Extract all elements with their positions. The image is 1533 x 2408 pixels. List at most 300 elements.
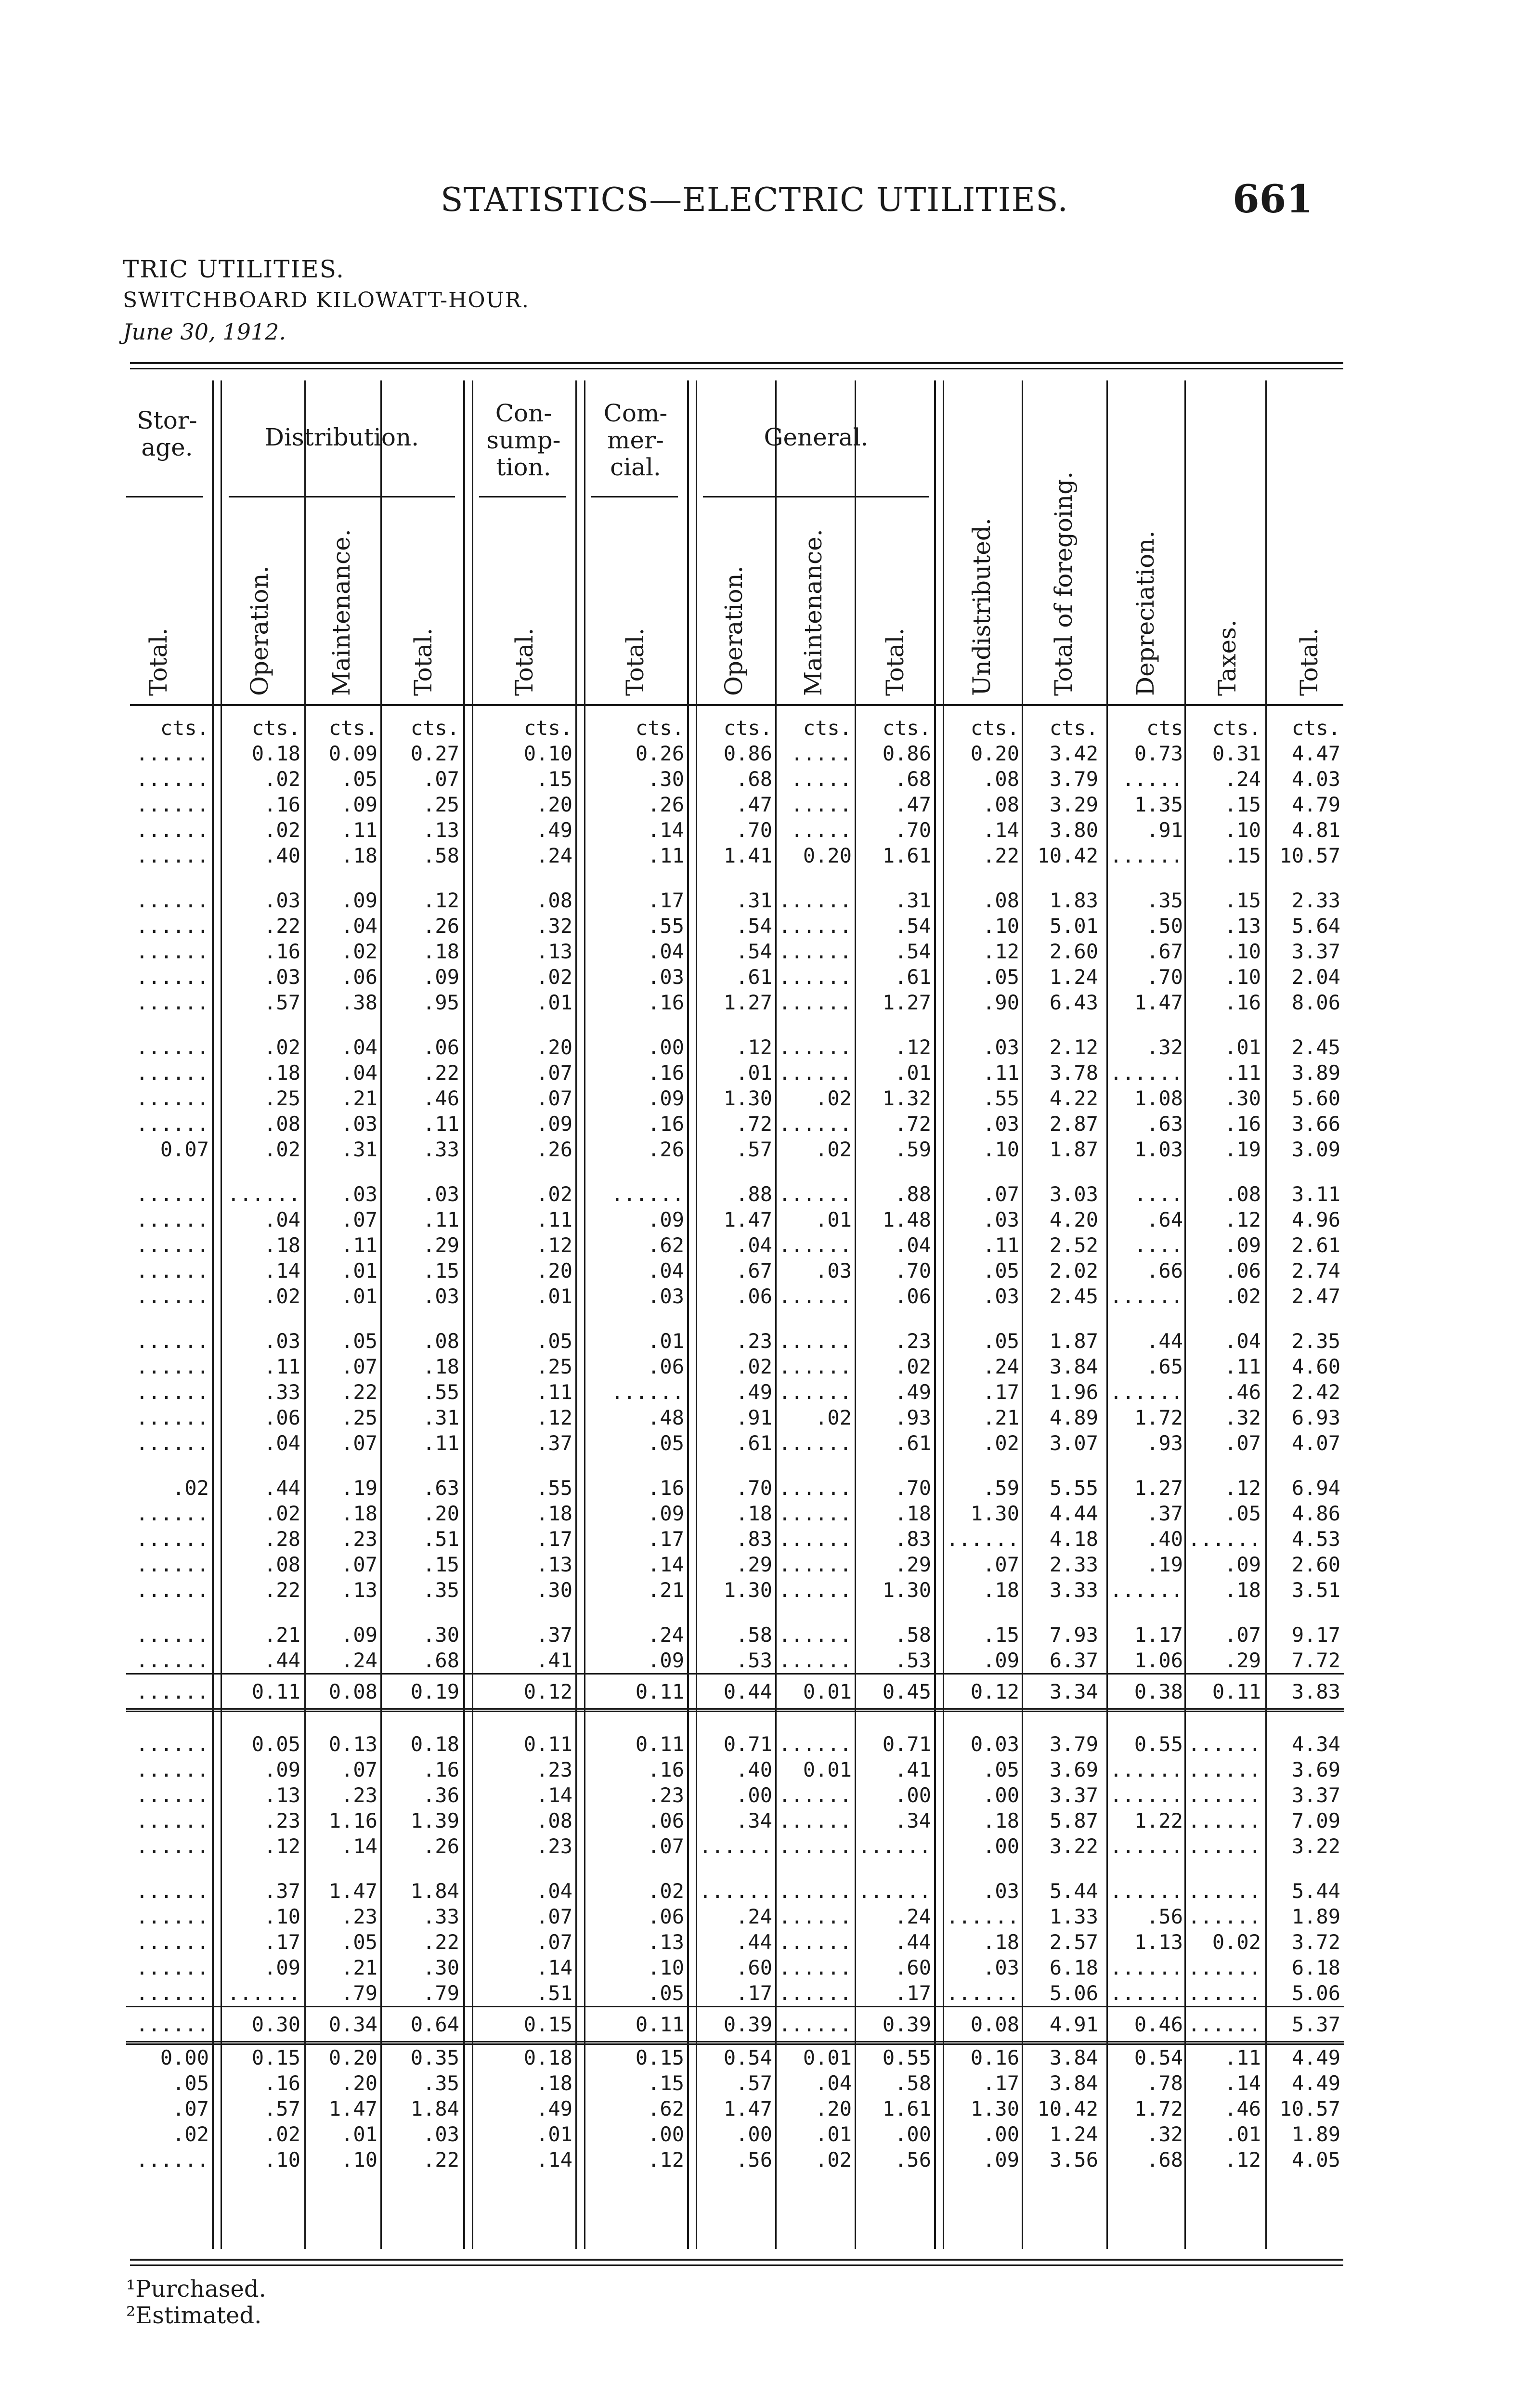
- table-cell: .32: [536, 914, 572, 938]
- table-cell: .26: [648, 1138, 684, 1161]
- group-rule: [229, 496, 455, 497]
- table-cell: .05: [341, 1930, 377, 1954]
- table-cell: .02: [264, 767, 300, 791]
- table-cell: ......: [136, 767, 209, 791]
- table-cell: ......: [779, 1783, 852, 1807]
- table-cell: .65: [1146, 1355, 1183, 1378]
- table-cell: .37: [1146, 1502, 1183, 1525]
- table-cell: .10: [1224, 965, 1261, 989]
- table-cell: .58: [736, 1623, 772, 1647]
- table-cell: 0.30: [213, 2007, 304, 2043]
- table-heading-line3: June 30, 1912.: [123, 319, 286, 345]
- table-cell: .12: [895, 1035, 931, 1059]
- table-cell: 1.03: [1134, 1138, 1183, 1161]
- col-header-commercial-total: Total.: [621, 628, 649, 696]
- table-cell: .02: [815, 2148, 852, 2172]
- table-cell: ......: [779, 889, 852, 912]
- group-rule: [479, 496, 566, 497]
- table-cell: ......: [136, 1578, 209, 1602]
- table-cell: ......: [136, 1406, 209, 1429]
- table-cell: .18: [264, 1233, 300, 1257]
- table-cell: ......: [699, 1834, 772, 1858]
- col-header-general-maintenance: Maintenance.: [799, 529, 827, 696]
- table-cell: .61: [736, 1431, 772, 1455]
- table-cell: .32: [1146, 1035, 1183, 1059]
- table-cell: .08: [983, 767, 1019, 791]
- table-cell: .03: [423, 1182, 459, 1206]
- table-cell: .21: [341, 1956, 377, 1979]
- group-rule: [126, 496, 203, 497]
- table-cell: .13: [423, 818, 459, 842]
- unit-cell: cts.: [970, 716, 1019, 740]
- table-cell: 1.24: [1049, 965, 1098, 989]
- table-cell: .03: [983, 1208, 1019, 1231]
- table-cell: .03: [815, 1259, 852, 1283]
- spacer-row: [126, 1162, 1344, 1181]
- table-cell: 3.33: [1049, 1578, 1098, 1602]
- table-cell: .01: [895, 1061, 931, 1085]
- table-cell: ......: [779, 1930, 852, 1954]
- table-cell: 0.12: [463, 1674, 576, 1711]
- table-cell: .44: [895, 1930, 931, 1954]
- table-cell: .09: [648, 1086, 684, 1110]
- table-cell: 4.03: [1291, 767, 1340, 791]
- table-row: [126, 1622, 1344, 1648]
- table-row: [126, 843, 1344, 868]
- table-cell: 0.00: [160, 2046, 209, 2069]
- table-cell: 5.44: [1291, 1879, 1340, 1903]
- table-cell: 0.38: [1102, 1674, 1187, 1711]
- table-cell: ......: [136, 1182, 209, 1206]
- col-header-distribution-maintenance: Maintenance.: [327, 529, 355, 696]
- table-cell: .11: [648, 844, 684, 867]
- table-cell: .03: [983, 1112, 1019, 1136]
- table-cell: ......: [136, 1732, 209, 1756]
- table-cell: .01: [1224, 1035, 1261, 1059]
- table-cell: 0.26: [635, 742, 684, 765]
- table-cell: .35: [423, 1578, 459, 1602]
- spacer-cell: [126, 1603, 1344, 1622]
- table-cell: .06: [648, 1355, 684, 1378]
- table-cell: .91: [736, 1406, 772, 1429]
- table-cell: .06: [648, 1905, 684, 1928]
- table-cell: .79: [341, 1981, 377, 2005]
- table-cell: ......: [611, 1182, 684, 1206]
- table-cell: .00: [983, 1834, 1019, 1858]
- table-cell: 10.57: [1279, 2097, 1340, 2120]
- table-cell: 3.37: [1049, 1783, 1098, 1807]
- table-cell: .25: [341, 1406, 377, 1429]
- table-cell: .66: [1146, 1259, 1183, 1283]
- table-cell: 0.54: [1134, 2046, 1183, 2069]
- table-cell: .58: [895, 1623, 931, 1647]
- table-cell: .26: [536, 1138, 572, 1161]
- table-cell: .13: [264, 1783, 300, 1807]
- table-cell: .24: [341, 1649, 377, 1672]
- table-cell: 0.12: [935, 1674, 1023, 1711]
- table-cell: .14: [648, 1553, 684, 1576]
- table-cell: .30: [423, 1956, 459, 1979]
- header-bottom-rule: [130, 704, 1343, 706]
- table-cell: .15: [983, 1623, 1019, 1647]
- table-cell: ......: [136, 1431, 209, 1455]
- table-heading-line1: TRIC UTILITIES.: [123, 255, 345, 283]
- footnote-estimated: ²Estimated.: [126, 2302, 262, 2329]
- table-row: [126, 2096, 1344, 2121]
- table-cell: 0.05: [251, 1732, 300, 1756]
- table-cell: .22: [264, 1578, 300, 1602]
- table-cell: 6.37: [1049, 1649, 1098, 1672]
- table-cell: .24: [536, 844, 572, 867]
- table-cell: .21: [341, 1086, 377, 1110]
- table-cell: ......: [227, 1981, 300, 2005]
- table-cell: .91: [1146, 818, 1183, 842]
- table-cell: ......: [136, 1879, 209, 1903]
- table-cell: .95: [423, 991, 459, 1014]
- table-cell: 2.61: [1291, 1233, 1340, 1257]
- table-cell: .07: [423, 767, 459, 791]
- table-cell: 1.41: [723, 844, 772, 867]
- table-cell: 5.01: [1049, 914, 1098, 938]
- table-cell: 4.96: [1291, 1208, 1340, 1231]
- table-cell: .11: [423, 1112, 459, 1136]
- unit-cell: cts.: [635, 716, 684, 740]
- table-cell: .29: [1224, 1649, 1261, 1672]
- table-cell: ......: [779, 1834, 852, 1858]
- table-cell: ......: [136, 793, 209, 816]
- table-cell: .11: [423, 1431, 459, 1455]
- table-cell: .20: [536, 1035, 572, 1059]
- table-cell: .11: [1224, 1355, 1261, 1378]
- table-cell: 1.83: [1049, 889, 1098, 912]
- table-cell: ......: [779, 914, 852, 938]
- table-cell: .49: [536, 2097, 572, 2120]
- table-cell: .14: [341, 1834, 377, 1858]
- table-cell: ......: [1187, 2007, 1265, 2043]
- table-cell: .37: [536, 1623, 572, 1647]
- spacer-cell: [126, 1309, 1344, 1328]
- table-cell: .12: [536, 1406, 572, 1429]
- table-cell: .68: [895, 767, 931, 791]
- table-cell: 5.37: [1265, 2007, 1344, 2043]
- table-cell: 3.89: [1291, 1061, 1340, 1085]
- table-cell: .02: [264, 1502, 300, 1525]
- table-cell: .57: [264, 2097, 300, 2120]
- table-cell: 2.42: [1291, 1380, 1340, 1404]
- table-cell: .08: [983, 889, 1019, 912]
- table-cell: .48: [648, 1406, 684, 1429]
- table-cell: 3.66: [1291, 1112, 1340, 1136]
- table-cell: 2.12: [1049, 1035, 1098, 1059]
- table-cell: 3.84: [1049, 1355, 1098, 1378]
- table-cell: 10.57: [1279, 844, 1340, 867]
- table-cell: ......: [779, 1284, 852, 1308]
- unit-cell: cts: [1146, 716, 1183, 740]
- table-cell: 2.57: [1049, 1930, 1098, 1954]
- spacer-row: [126, 868, 1344, 888]
- table-cell: .20: [815, 2097, 852, 2120]
- table-cell: .40: [264, 844, 300, 867]
- table-cell: .01: [536, 2122, 572, 2146]
- table-cell: 2.45: [1291, 1035, 1340, 1059]
- table-cell: .01: [536, 991, 572, 1014]
- table-cell: ......: [1188, 1809, 1261, 1832]
- table-cell: .31: [423, 1406, 459, 1429]
- table-cell: ......: [136, 1502, 209, 1525]
- table-cell: .11: [341, 1233, 377, 1257]
- col-header-taxes: Taxes.: [1213, 619, 1241, 696]
- table-cell: .07: [1224, 1431, 1261, 1455]
- table-cell: .61: [895, 1431, 931, 1455]
- table-cell: 1.27: [723, 991, 772, 1014]
- table-cell: .23: [264, 1809, 300, 1832]
- col-header-undistributed: Undistributed.: [968, 518, 996, 696]
- table-cell: .23: [536, 1758, 572, 1781]
- table-cell: .19: [1146, 1553, 1183, 1576]
- table-cell: .17: [736, 1981, 772, 2005]
- table-cell: 7.72: [1291, 1649, 1340, 1672]
- table-cell: 0.08: [935, 2007, 1023, 2043]
- table-row: [126, 766, 1344, 792]
- table-cell: 0.35: [410, 2046, 459, 2069]
- table-cell: .55: [648, 914, 684, 938]
- table-cell: ......: [779, 1431, 852, 1455]
- table-cell: ......: [779, 1578, 852, 1602]
- table-cell: ......: [136, 2148, 209, 2172]
- table-cell: .04: [341, 1061, 377, 1085]
- table-cell: .62: [648, 1233, 684, 1257]
- table-cell: 0.01: [776, 1674, 856, 1711]
- table-cell: .22: [264, 914, 300, 938]
- table-cell: .01: [815, 1208, 852, 1231]
- table-cell: .02: [815, 1406, 852, 1429]
- table-cell: .18: [423, 940, 459, 963]
- unit-cell: cts.: [160, 716, 209, 740]
- spacer-cell: [126, 1015, 1344, 1034]
- table-cell: 9.17: [1291, 1623, 1340, 1647]
- table-cell: .90: [983, 991, 1019, 1014]
- table-cell: ......: [136, 1061, 209, 1085]
- table-cell: 0.86: [723, 742, 772, 765]
- table-cell: .12: [423, 889, 459, 912]
- table-cell: .46: [1224, 2097, 1261, 2120]
- table-cell: .09: [264, 1758, 300, 1781]
- table-cell: ......: [779, 1649, 852, 1672]
- table-cell: ......: [136, 1355, 209, 1378]
- table-cell: 1.39: [410, 1809, 459, 1832]
- table-cell: ......: [136, 1623, 209, 1647]
- table-cell: .53: [895, 1649, 931, 1672]
- table-cell: .07: [983, 1182, 1019, 1206]
- table-cell: 4.49: [1291, 2046, 1340, 2069]
- table-cell: .46: [1224, 1380, 1261, 1404]
- table-cell: .18: [736, 1502, 772, 1525]
- table-cell: 1.27: [1134, 1476, 1183, 1500]
- table-cell: .31: [341, 1138, 377, 1161]
- table-cell: .79: [423, 1981, 459, 2005]
- spacer-row: [126, 1015, 1344, 1034]
- table-cell: ......: [611, 1380, 684, 1404]
- table-cell: 4.91: [1023, 2007, 1102, 2043]
- table-cell: 0.39: [688, 2007, 776, 2043]
- table-cell: .46: [423, 1086, 459, 1110]
- table-cell: .68: [736, 767, 772, 791]
- table-cell: ......: [946, 1905, 1019, 1928]
- table-cell: 1.22: [1134, 1809, 1183, 1832]
- table-cell: .49: [895, 1380, 931, 1404]
- table-cell: ......: [136, 889, 209, 912]
- table-cell: ......: [1110, 1284, 1183, 1308]
- table-cell: .33: [264, 1380, 300, 1404]
- table-cell: ......: [779, 1981, 852, 2005]
- table-cell: 1.30: [882, 1578, 931, 1602]
- bottom-rule-2: [130, 2264, 1343, 2266]
- table-cell: 0.01: [803, 2046, 852, 2069]
- table-cell: .55: [983, 1086, 1019, 1110]
- table-cell: .02: [341, 940, 377, 963]
- table-cell: ......: [1110, 1578, 1183, 1602]
- subtotal-row: [126, 1674, 1344, 1711]
- table-cell: 4.79: [1291, 793, 1340, 816]
- table-cell: ......: [779, 1809, 852, 1832]
- table-cell: ......: [779, 1233, 852, 1257]
- table-cell: .40: [1146, 1527, 1183, 1551]
- table-cell: .07: [341, 1355, 377, 1378]
- table-cell: ......: [779, 1035, 852, 1059]
- table-cell: .09: [648, 1208, 684, 1231]
- table-cell: 1.47: [328, 2097, 377, 2120]
- table-cell: .09: [648, 1649, 684, 1672]
- table-cell: .16: [648, 1061, 684, 1085]
- unit-cell: cts.: [1212, 716, 1261, 740]
- table-row: [126, 1232, 1344, 1258]
- table-cell: .14: [264, 1259, 300, 1283]
- table-cell: 6.93: [1291, 1406, 1340, 1429]
- table-cell: .61: [736, 965, 772, 989]
- table-cell: ......: [699, 1879, 772, 1903]
- table-cell: 0.15: [251, 2046, 300, 2069]
- table-cell: 2.74: [1291, 1259, 1340, 1283]
- table-cell: .04: [536, 1879, 572, 1903]
- table-cell: ......: [136, 1981, 209, 2005]
- table-row: [126, 2147, 1344, 2172]
- table-cell: .06: [736, 1284, 772, 1308]
- table-cell: 6.94: [1291, 1476, 1340, 1500]
- table-cell: .08: [536, 889, 572, 912]
- table-cell: ......: [779, 1182, 852, 1206]
- table-cell: 5.87: [1049, 1809, 1098, 1832]
- table-cell: .13: [536, 1553, 572, 1576]
- table-cell: .23: [736, 1329, 772, 1353]
- table-cell: .26: [648, 793, 684, 816]
- table-cell: .23: [536, 1834, 572, 1858]
- table-cell: .18: [423, 1355, 459, 1378]
- table-cell: .09: [264, 1956, 300, 1979]
- table-cell: .11: [983, 1061, 1019, 1085]
- col-header-total-of-foregoing: Total of foregoing.: [1050, 471, 1078, 696]
- table-cell: .22: [423, 2148, 459, 2172]
- table-cell: .24: [983, 1355, 1019, 1378]
- table-cell: 1.96: [1049, 1380, 1098, 1404]
- table-cell: .59: [983, 1476, 1019, 1500]
- table-cell: .03: [983, 1035, 1019, 1059]
- table-row: [126, 741, 1344, 766]
- table-cell: .03: [264, 965, 300, 989]
- table-cell: ......: [136, 1553, 209, 1576]
- table-cell: .01: [1224, 2122, 1261, 2146]
- table-cell: .04: [895, 1233, 931, 1257]
- table-cell: .16: [648, 1758, 684, 1781]
- table-cell: .13: [536, 940, 572, 963]
- table-cell: .18: [983, 1930, 1019, 1954]
- table-cell: 3.22: [1049, 1834, 1098, 1858]
- table-cell: 0.16: [970, 2046, 1019, 2069]
- table-row: [126, 1904, 1344, 1929]
- table-cell: .49: [536, 818, 572, 842]
- table-cell: .13: [341, 1578, 377, 1602]
- table-row: [126, 817, 1344, 843]
- table-cell: 1.30: [723, 1086, 772, 1110]
- table-cell: .04: [341, 1035, 377, 1059]
- table-cell: .05: [983, 1259, 1019, 1283]
- col-header-grand-total: Total.: [1295, 628, 1323, 696]
- table-cell: .68: [423, 1649, 459, 1672]
- table-cell: .14: [648, 818, 684, 842]
- table-cell: ....: [1134, 1233, 1183, 1257]
- table-cell: .09: [983, 2148, 1019, 2172]
- table-cell: .15: [1224, 844, 1261, 867]
- table-cell: .06: [341, 965, 377, 989]
- running-title: STATISTICS—ELECTRIC UTILITIES.: [441, 181, 1068, 219]
- table-cell: .06: [648, 1809, 684, 1832]
- table-cell: 10.42: [1037, 2097, 1098, 2120]
- table-cell: .11: [536, 1208, 572, 1231]
- table-cell: .20: [536, 793, 572, 816]
- table-cell: 4.22: [1049, 1086, 1098, 1110]
- table-cell: .02: [1224, 1284, 1261, 1308]
- table-cell: ......: [136, 1112, 209, 1136]
- table-cell: .07: [536, 1061, 572, 1085]
- table-cell: .04: [736, 1233, 772, 1257]
- table-cell: .63: [1146, 1112, 1183, 1136]
- table-cell: 1.72: [1134, 2097, 1183, 2120]
- table-cell: 7.09: [1291, 1809, 1340, 1832]
- table-cell: .12: [648, 2148, 684, 2172]
- table-cell: 8.06: [1291, 991, 1340, 1014]
- table-cell: .93: [1146, 1431, 1183, 1455]
- table-cell: 3.79: [1049, 767, 1098, 791]
- table-cell: .49: [736, 1380, 772, 1404]
- table-cell: ......: [136, 1380, 209, 1404]
- units-row: [126, 715, 1344, 741]
- table-cell: .10: [264, 2148, 300, 2172]
- table-cell: .12: [264, 1834, 300, 1858]
- table-cell: ......: [1110, 1834, 1183, 1858]
- table-cell: .57: [736, 2071, 772, 2095]
- table-cell: .21: [983, 1406, 1019, 1429]
- table-cell: .63: [423, 1476, 459, 1500]
- table-cell: ......: [1110, 1981, 1183, 2005]
- table-cell: .55: [423, 1380, 459, 1404]
- top-rule: [130, 362, 1343, 364]
- table-cell: 4.18: [1049, 1527, 1098, 1551]
- table-cell: .09: [536, 1112, 572, 1136]
- table-cell: .01: [341, 1284, 377, 1308]
- table-cell: .44: [264, 1476, 300, 1500]
- table-row: [126, 1577, 1344, 1603]
- table-cell: .67: [1146, 940, 1183, 963]
- table-cell: ......: [136, 742, 209, 765]
